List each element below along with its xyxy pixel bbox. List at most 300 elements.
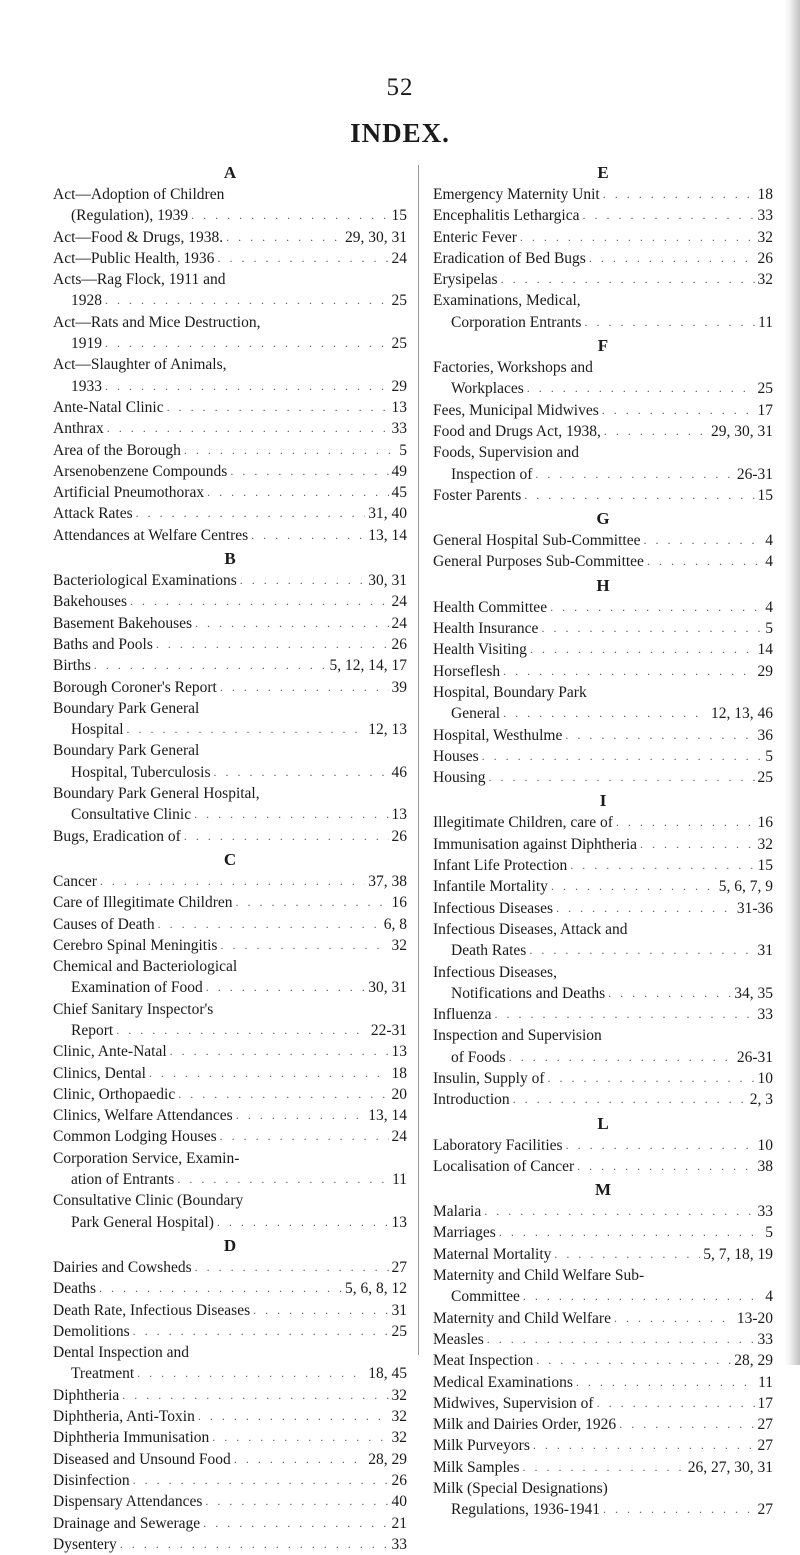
entry-pages: 31-36 xyxy=(736,899,773,917)
index-entry xyxy=(433,919,773,962)
entry-pages: 26-31 xyxy=(736,1048,773,1066)
entry-text: Encephalitis Lethargica xyxy=(433,207,580,225)
entry-pages: 18 xyxy=(391,1064,407,1082)
leader-dots xyxy=(206,977,366,998)
leader-dots xyxy=(533,1435,755,1456)
entry-pages: 6, 8 xyxy=(383,915,407,933)
entry-pages: 25 xyxy=(391,335,407,353)
index-entry xyxy=(53,269,407,312)
entry-row xyxy=(53,935,407,956)
entry-row xyxy=(53,719,407,740)
leader-dots xyxy=(253,1300,388,1321)
leader-dots xyxy=(509,1047,734,1068)
entry-row xyxy=(53,525,407,546)
entry-pages: 24 xyxy=(391,593,407,611)
index-entry xyxy=(53,591,407,612)
index-entry xyxy=(433,1393,773,1414)
entry-pages: 33 xyxy=(757,1203,773,1221)
entry-pages: 32 xyxy=(757,271,773,289)
entry-text: Diphtheria Immunisation xyxy=(53,1429,210,1447)
entry-row xyxy=(53,1020,407,1041)
entry-row xyxy=(433,1286,773,1307)
index-entry xyxy=(433,1329,773,1350)
entry-text: Hospital, Westhulme xyxy=(433,726,563,744)
index-entry xyxy=(53,1105,407,1126)
entry-pages: 33 xyxy=(391,1535,407,1553)
entry-text: 1928 xyxy=(71,292,102,310)
entry-text: Milk and Dairies Order, 1926 xyxy=(433,1416,617,1434)
entry-text: Common Lodging Houses xyxy=(53,1128,217,1146)
entry-pages: 13-20 xyxy=(736,1309,773,1327)
index-column-left xyxy=(53,160,407,1555)
entry-text: Marriages xyxy=(433,1224,496,1242)
index-entry xyxy=(53,956,407,999)
entry-text: Infectious Diseases xyxy=(433,899,554,917)
leader-dots xyxy=(133,1321,389,1342)
entry-row xyxy=(433,1499,773,1520)
leader-dots xyxy=(503,703,708,724)
entry-pages: 26 xyxy=(757,249,773,267)
leader-dots xyxy=(116,1020,368,1041)
entry-row xyxy=(53,1169,407,1190)
entry-pages: 27 xyxy=(757,1437,773,1455)
leader-dots xyxy=(487,1329,755,1350)
index-entry xyxy=(433,400,773,421)
entry-row xyxy=(433,1135,773,1156)
index-entry xyxy=(53,503,407,524)
entry-row xyxy=(53,655,407,676)
leader-dots xyxy=(251,525,365,546)
leader-dots xyxy=(503,661,754,682)
leader-dots xyxy=(149,1063,389,1084)
section-letter: C xyxy=(223,849,237,869)
leader-dots xyxy=(156,634,389,655)
entry-pages: 13 xyxy=(391,1043,407,1061)
entry-pages: 45 xyxy=(391,484,407,502)
entry-pages: 40 xyxy=(391,1493,407,1511)
entry-pages: 32 xyxy=(757,835,773,853)
entry-text-line: Boundary Park General Hospital, xyxy=(53,785,260,803)
leader-dots xyxy=(576,1372,755,1393)
entry-row xyxy=(53,290,407,311)
index-entry xyxy=(433,1156,773,1177)
entry-pages: 37, 38 xyxy=(368,872,407,890)
entry-pages: 15 xyxy=(391,207,407,225)
entry-row xyxy=(433,618,773,639)
index-entry xyxy=(433,1089,773,1110)
leader-dots xyxy=(230,461,388,482)
entry-text: Measles xyxy=(433,1330,484,1348)
entry-pages: 17 xyxy=(757,401,773,419)
leader-dots xyxy=(489,767,755,788)
entry-row xyxy=(53,1063,407,1084)
entry-row xyxy=(53,804,407,825)
section-letter: M xyxy=(594,1180,612,1200)
index-entry xyxy=(53,227,407,248)
index-entry xyxy=(433,876,773,897)
index-entry xyxy=(53,783,407,826)
entry-pages: 13 xyxy=(391,806,407,824)
entry-row xyxy=(433,855,773,876)
entry-pages: 5 xyxy=(765,747,773,765)
leader-dots xyxy=(158,914,381,935)
leader-dots xyxy=(191,205,388,226)
entry-pages: 18 xyxy=(757,186,773,203)
entry-pages: 10 xyxy=(757,1136,773,1154)
entry-text: Area of the Borough xyxy=(53,441,181,459)
entry-text: Housing xyxy=(433,769,486,787)
leader-dots xyxy=(482,746,763,767)
entry-pages: 18, 45 xyxy=(368,1365,407,1383)
index-entry xyxy=(53,1406,407,1427)
entry-text: Ante-Natal Clinic xyxy=(53,398,164,416)
leader-dots xyxy=(170,1041,389,1062)
entry-pages: 25 xyxy=(757,769,773,787)
index-entry xyxy=(53,1427,407,1448)
entry-text: Regulations, 1936-1941 xyxy=(451,1501,600,1519)
leader-dots xyxy=(127,719,366,740)
entry-row xyxy=(53,1300,407,1321)
entry-row xyxy=(53,1513,407,1534)
entry-text: 1933 xyxy=(71,377,102,395)
entry-pages: 22-31 xyxy=(370,1021,407,1039)
leader-dots xyxy=(236,1105,366,1126)
leader-dots xyxy=(99,1278,342,1299)
index-entry xyxy=(53,397,407,418)
leader-dots xyxy=(570,855,754,876)
entry-text: Diphtheria xyxy=(53,1386,120,1404)
entry-row xyxy=(53,1126,407,1147)
entry-text: Diphtheria, Anti-Toxin xyxy=(53,1408,195,1426)
entry-text: Notifications and Deaths xyxy=(451,984,606,1002)
index-entry xyxy=(433,639,773,660)
entry-row xyxy=(433,898,773,919)
entry-pages: 11 xyxy=(392,1171,407,1189)
entry-text: Dairies and Cowsheds xyxy=(53,1258,192,1276)
index-entry xyxy=(53,826,407,847)
entry-row xyxy=(433,269,773,290)
leader-dots xyxy=(205,1491,388,1512)
entry-text: Baths and Pools xyxy=(53,635,153,653)
leader-dots xyxy=(589,248,755,269)
entry-row xyxy=(53,418,407,439)
leader-dots xyxy=(167,397,389,418)
index-entry xyxy=(53,613,407,634)
leader-dots xyxy=(178,1084,388,1105)
leader-dots xyxy=(529,940,754,961)
entry-pages: 4 xyxy=(765,1288,773,1306)
leader-dots xyxy=(217,248,388,269)
index-entry xyxy=(433,248,773,269)
entry-pages: 2, 3 xyxy=(749,1091,773,1109)
entry-text: Illegitimate Children, care of xyxy=(433,814,613,832)
index-entry xyxy=(53,354,407,397)
leader-dots xyxy=(616,812,755,833)
index-entry xyxy=(53,655,407,676)
entry-text: Milk Purveyors xyxy=(433,1437,530,1455)
entry-row xyxy=(433,983,773,1004)
entry-row xyxy=(53,570,407,591)
entry-row xyxy=(53,1257,407,1278)
leader-dots xyxy=(582,205,754,226)
entry-row xyxy=(433,746,773,767)
entry-row xyxy=(433,876,773,897)
index-entry xyxy=(433,290,773,333)
entry-pages: 32 xyxy=(757,228,773,246)
index-entry xyxy=(53,1449,407,1470)
section-letter: D xyxy=(223,1235,237,1255)
entry-pages: 46 xyxy=(391,763,407,781)
entry-row xyxy=(433,1350,773,1371)
entry-row xyxy=(433,530,773,551)
entry-pages: 32 xyxy=(391,1408,407,1426)
index-entry xyxy=(433,205,773,226)
entry-text: Milk Samples xyxy=(433,1458,520,1476)
entry-row xyxy=(53,461,407,482)
entry-row xyxy=(433,464,773,485)
entry-row xyxy=(53,634,407,655)
entry-pages: 30, 31 xyxy=(368,979,407,997)
leader-dots xyxy=(198,1406,389,1427)
entry-row xyxy=(433,1457,773,1478)
index-entry xyxy=(433,1265,773,1308)
section-letter: G xyxy=(596,509,610,529)
leader-dots xyxy=(501,269,755,290)
index-entry xyxy=(433,661,773,682)
entry-row xyxy=(433,725,773,746)
index-entry xyxy=(433,1308,773,1329)
entry-pages: 11 xyxy=(758,1373,773,1391)
index-entry xyxy=(53,1063,407,1084)
section-letter: F xyxy=(597,336,609,356)
entry-row xyxy=(433,767,773,788)
entry-pages: 5 xyxy=(765,620,773,638)
index-entry xyxy=(53,1084,407,1105)
entry-row xyxy=(433,1244,773,1265)
leader-dots xyxy=(604,421,708,442)
entry-row xyxy=(433,1068,773,1089)
entry-pages: 33 xyxy=(391,420,407,438)
index-section xyxy=(53,1235,407,1555)
leader-dots xyxy=(105,333,389,354)
entry-pages: 26 xyxy=(391,827,407,845)
leader-dots xyxy=(226,227,342,248)
entry-row xyxy=(53,397,407,418)
entry-pages: 5, 7, 18, 19 xyxy=(703,1245,773,1263)
leader-dots xyxy=(94,655,327,676)
entry-row xyxy=(433,1372,773,1393)
entry-pages: 14 xyxy=(757,641,773,659)
entry-text: General Purposes Sub-Committee xyxy=(433,553,644,571)
entry-row xyxy=(433,639,773,660)
entry-text: Clinics, Welfare Attendances xyxy=(53,1107,233,1125)
leader-dots xyxy=(565,725,754,746)
leader-dots xyxy=(644,530,763,551)
entry-pages: 29, 30, 31 xyxy=(711,422,773,440)
entry-row xyxy=(433,597,773,618)
leader-dots xyxy=(137,1363,365,1384)
entry-pages: 10 xyxy=(757,1069,773,1087)
entry-row xyxy=(433,421,773,442)
index-entry xyxy=(53,1190,407,1233)
entry-row xyxy=(53,205,407,226)
entry-row xyxy=(433,1393,773,1414)
leader-dots xyxy=(520,227,755,248)
leader-dots xyxy=(619,1414,754,1435)
entry-pages: 28, 29 xyxy=(734,1352,773,1370)
entry-text: Inspection of xyxy=(451,465,533,483)
entry-text: Cancer xyxy=(53,872,97,890)
index-section xyxy=(433,508,773,573)
leader-dots xyxy=(194,804,388,825)
entry-text: Eradication of Bed Bugs xyxy=(433,249,586,267)
entry-row xyxy=(433,834,773,855)
leader-dots xyxy=(513,1089,747,1110)
entry-text-line: Chief Sanitary Inspector's xyxy=(53,1000,214,1018)
entry-pages: 49 xyxy=(391,462,407,480)
entry-pages: 32 xyxy=(391,936,407,954)
entry-pages: 4 xyxy=(765,532,773,550)
entry-pages: 4 xyxy=(765,598,773,616)
index-entry xyxy=(53,634,407,655)
entry-text: Corporation Entrants xyxy=(451,313,582,331)
entry-pages: 21 xyxy=(391,1514,407,1532)
index-entry xyxy=(433,597,773,618)
entry-pages: 31 xyxy=(391,1301,407,1319)
entry-text: Laboratory Facilities xyxy=(433,1136,563,1154)
leader-dots xyxy=(105,290,389,311)
entry-pages: 38 xyxy=(757,1157,773,1175)
leader-dots xyxy=(195,613,388,634)
index-entry xyxy=(433,962,773,1005)
entry-row xyxy=(53,826,407,847)
entry-text: Act—Food & Drugs, 1938. xyxy=(53,228,224,246)
entry-text: Maternal Mortality xyxy=(433,1245,552,1263)
entry-text: Cerebro Spinal Meningitis xyxy=(53,936,218,954)
entry-row xyxy=(53,227,407,248)
entry-text-line: Consultative Clinic (Boundary xyxy=(53,1192,244,1210)
entry-row xyxy=(433,1308,773,1329)
entry-text: Maternity and Child Welfare xyxy=(433,1309,611,1327)
entry-row xyxy=(53,914,407,935)
entry-pages: 33 xyxy=(757,1330,773,1348)
entry-text-line: Maternity and Child Welfare Sub- xyxy=(433,1267,645,1285)
entry-row xyxy=(433,485,773,506)
index-entry xyxy=(53,1126,407,1147)
entry-text: Consultative Clinic xyxy=(71,806,192,824)
entry-row xyxy=(53,1449,407,1470)
entry-text: Health Committee xyxy=(433,598,548,616)
entry-text: Enteric Fever xyxy=(433,228,517,246)
entry-row xyxy=(433,812,773,833)
index-entry xyxy=(53,892,407,913)
entry-pages: 5 xyxy=(399,441,407,459)
index-entry xyxy=(53,1342,407,1385)
index-entry xyxy=(433,834,773,855)
entry-text: Death Rates xyxy=(451,942,527,960)
entry-text: Emergency Maternity Unit xyxy=(433,186,600,203)
entry-pages: 13, 14 xyxy=(368,1107,407,1125)
entry-text: Infant Life Protection xyxy=(433,857,568,875)
entry-text: Workplaces xyxy=(451,380,524,398)
index-entry xyxy=(433,1350,773,1371)
entry-row xyxy=(53,1084,407,1105)
entry-text: Arsenobenzene Compounds xyxy=(53,462,228,480)
index-section xyxy=(433,1179,773,1520)
index-entry xyxy=(53,1278,407,1299)
entry-text: Clinic, Ante-Natal xyxy=(53,1043,167,1061)
leader-dots xyxy=(105,376,389,397)
entry-text-line: Examinations, Medical, xyxy=(433,292,581,310)
entry-text: Births xyxy=(53,657,91,675)
index-entry xyxy=(433,1222,773,1243)
leader-dots xyxy=(523,1457,685,1478)
index-entry xyxy=(433,898,773,919)
column-divider xyxy=(418,165,419,1355)
section-letter: H xyxy=(596,575,610,595)
entry-text: Introduction xyxy=(433,1091,510,1109)
entry-text: Clinics, Dental xyxy=(53,1064,146,1082)
entry-row xyxy=(53,1491,407,1512)
entry-pages: 31, 40 xyxy=(368,505,407,523)
entry-text: Hospital, Tuberculosis xyxy=(71,763,211,781)
leader-dots xyxy=(217,1212,389,1233)
entry-row xyxy=(53,591,407,612)
entry-text: Bacteriological Examinations xyxy=(53,572,237,590)
entry-pages: 16 xyxy=(757,814,773,832)
entry-row xyxy=(433,661,773,682)
entry-text-line: Boundary Park General xyxy=(53,699,200,717)
leader-dots xyxy=(195,1257,389,1278)
entry-row xyxy=(53,1406,407,1427)
index-entry xyxy=(53,1148,407,1191)
entry-pages: 13 xyxy=(391,1213,407,1231)
entry-pages: 26-31 xyxy=(736,465,773,483)
entry-row xyxy=(433,940,773,961)
index-entry xyxy=(433,725,773,746)
index-entry xyxy=(433,1068,773,1089)
leader-dots xyxy=(100,871,365,892)
entry-text: 1919 xyxy=(71,335,102,353)
leader-dots xyxy=(220,677,389,698)
entry-pages: 30, 31 xyxy=(368,572,407,590)
leader-dots xyxy=(541,618,762,639)
entry-text: Death Rate, Infectious Diseases xyxy=(53,1301,251,1319)
index-entry xyxy=(53,525,407,546)
entry-text: Care of Illegitimate Children xyxy=(53,894,233,912)
leader-dots xyxy=(647,551,762,572)
entry-text: Hospital xyxy=(71,721,124,739)
entry-pages: 28, 29 xyxy=(368,1450,407,1468)
entry-row xyxy=(433,248,773,269)
entry-row xyxy=(433,1089,773,1110)
entry-pages: 26, 27, 30, 31 xyxy=(687,1458,773,1476)
entry-row xyxy=(53,482,407,503)
entry-text-line: Infectious Diseases, Attack and xyxy=(433,920,628,938)
entry-row xyxy=(433,551,773,572)
entry-text-line: Dental Inspection and xyxy=(53,1344,190,1362)
leader-dots xyxy=(597,1393,755,1414)
leader-dots xyxy=(584,312,755,333)
leader-dots xyxy=(556,898,734,919)
entry-pages: 5, 6, 7, 9 xyxy=(718,878,773,896)
leader-dots xyxy=(603,184,755,205)
entry-text-line: Corporation Service, Examin- xyxy=(53,1149,240,1167)
entry-text: Attack Rates xyxy=(53,505,133,523)
entry-row xyxy=(433,1435,773,1456)
index-entry xyxy=(433,1435,773,1456)
index-entry xyxy=(433,530,773,551)
